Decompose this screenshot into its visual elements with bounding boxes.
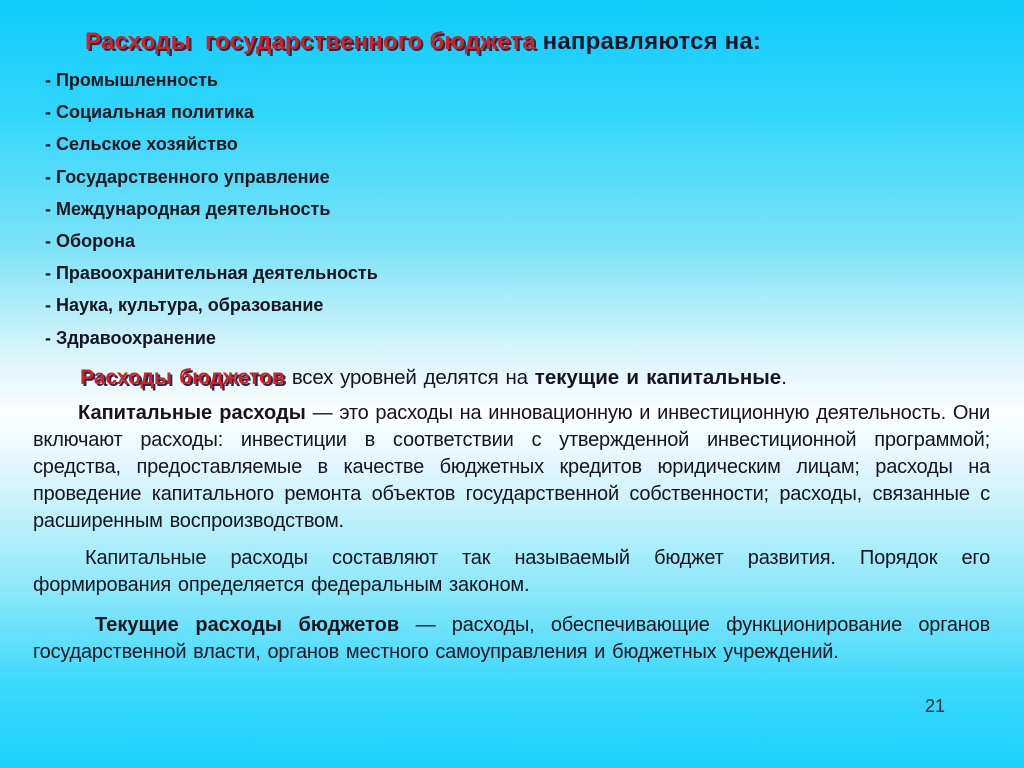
expense-list xyxy=(45,64,378,354)
paragraph-current-expenses xyxy=(33,612,990,666)
paragraph-capital-expenses xyxy=(33,400,990,535)
list-item: - Здравоохранение xyxy=(45,327,216,348)
body-text-block xyxy=(33,364,990,666)
paragraph-text: — это расходы на инновационную и инвестиционную деятельность. Они включают расходы: инвестиции в соответствии с утвержденной инвестиционной программой; средства, предоставляемые в качестве бюджетных кредитов юридическим лицам; расходы на проведение капитального ремонта объектов государственной собственности; расходы, связанные с расширенным воспроизводством. xyxy=(33,402,990,532)
list-item: - Правоохранительная деятельность xyxy=(45,263,378,284)
slide-title xyxy=(85,28,761,56)
paragraph-text: всех уровней делятся на xyxy=(284,366,535,389)
page-number: 21 xyxy=(924,696,945,716)
title-rest: направляются на: xyxy=(535,28,762,55)
list-item: - Наука, культура, образование xyxy=(45,295,324,316)
paragraph-capital-note xyxy=(33,545,990,599)
title-emphasis: Расходы государственного бюджета xyxy=(85,28,536,55)
paragraph-lead-red: Расходы бюджетов xyxy=(80,366,285,389)
paragraph-lead-bold: Текущие расходы бюджетов xyxy=(95,614,400,636)
paragraph-lead-bold: Капитальные расходы xyxy=(78,402,306,424)
paragraph-budget-levels xyxy=(33,364,990,391)
paragraph-text: Капитальные расходы составляют так называемый бюджет развития. Порядок его формирования определяется федеральным законом. xyxy=(33,547,990,596)
paragraph-bold-tail: текущие и капитальные xyxy=(534,366,782,389)
list-item: - Оборона xyxy=(45,230,135,251)
list-item: - Международная деятельность xyxy=(45,198,331,219)
list-item: - Государственного управление xyxy=(45,166,330,187)
paragraph-period: . xyxy=(781,366,787,389)
paragraph-text: — расходы, обеспечивающие функционирование органов государственной власти, органов местного самоуправления и бюджетных учреждений. xyxy=(33,614,990,663)
list-item: - Социальная политика xyxy=(45,102,254,123)
list-item: - Промышленность xyxy=(45,70,218,90)
list-item: - Сельское хозяйство xyxy=(45,134,238,155)
